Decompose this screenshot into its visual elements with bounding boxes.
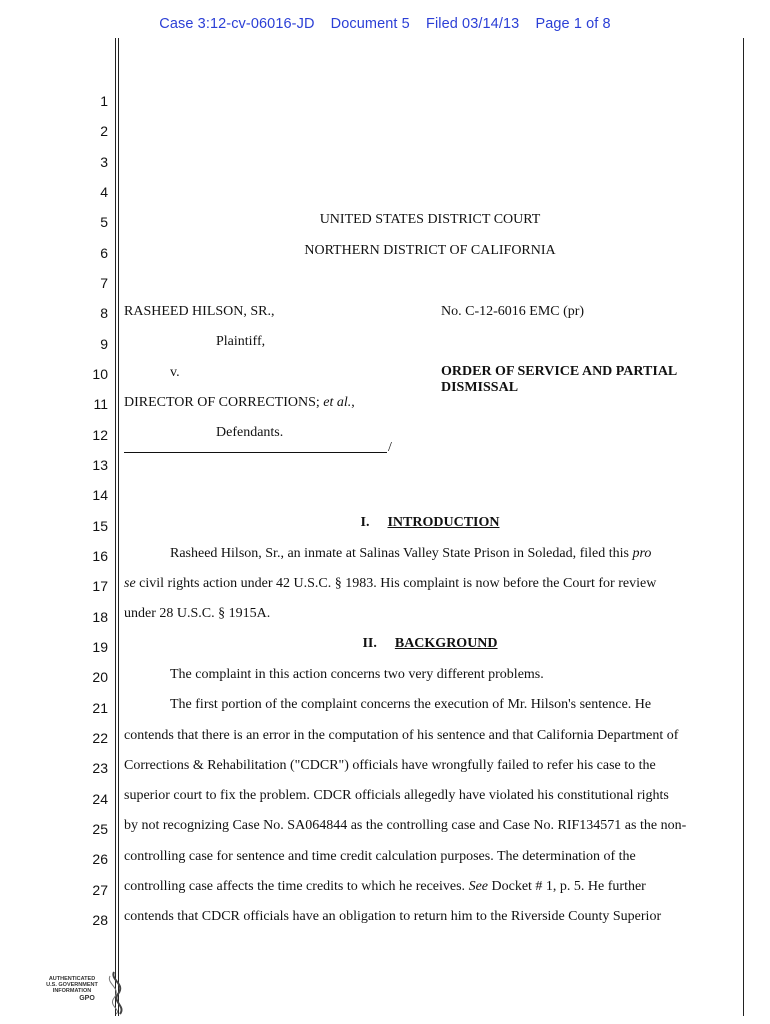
plaintiff-role: Plaintiff,: [216, 334, 266, 349]
caption-slash: /: [388, 440, 392, 455]
line-number: 1: [100, 93, 108, 109]
defendant-et-al: et al.: [323, 395, 352, 410]
intro-numeral: I.: [360, 515, 370, 530]
line-number: 11: [93, 396, 108, 413]
line-number: 16: [92, 548, 108, 564]
line-number: 18: [92, 608, 108, 625]
court-district: NORTHERN DISTRICT OF CALIFORNIA: [304, 243, 556, 258]
body-line-23: Corrections & Rehabilitation ("CDCR") officials have wrongfully failed to refer his case to the: [124, 758, 656, 773]
body-line-28: contends that CDCR officials have an obligation to return him to the Riverside County Superior: [124, 909, 662, 924]
left-margin-rule-inner: [118, 38, 119, 1016]
line-number: 27: [92, 881, 108, 898]
line-number: 22: [92, 729, 108, 746]
line-number: 9: [100, 335, 108, 352]
line-number: 26: [92, 851, 108, 868]
body-line-26: controlling case for sentence and time credit calculation purposes. The determination of the: [124, 849, 636, 864]
body-line-20: The complaint in this action concerns two very different problems.: [170, 667, 544, 682]
body-line-17-italic: se: [124, 576, 136, 591]
case-number: No. C-12-6016 EMC (pr): [441, 304, 585, 319]
line-number: 6: [100, 244, 108, 261]
line-number: 3: [100, 153, 108, 170]
seal-line-1: AUTHENTICATED: [48, 976, 96, 982]
body-line-27-text: controlling case affects the time credits to which he receives.: [124, 879, 469, 894]
body-line-16-text: Rasheed Hilson, Sr., an inmate at Salinas Valley State Prison in Soledad, filed this: [170, 546, 633, 561]
versus: v.: [170, 365, 180, 380]
body-line-21: The first portion of the complaint concerns the execution of Mr. Hilson's sentence. He: [170, 697, 652, 712]
section-heading-background: [124, 636, 736, 652]
header-document: Document 5: [330, 16, 410, 32]
defendant-comma: ,: [351, 395, 355, 410]
body-line-24: superior court to fix the problem. CDCR officials allegedly have violated his constitutional rights: [124, 788, 669, 803]
line-number: 25: [92, 820, 108, 837]
line-number: 15: [92, 517, 108, 534]
line-number: 13: [92, 457, 108, 473]
background-title: BACKGROUND: [394, 636, 498, 651]
body-line-27-rest: Docket # 1, p. 5. He further: [488, 879, 646, 894]
line-number: 19: [92, 638, 108, 655]
caption-underline: [124, 452, 387, 453]
header-filed-date: Filed 03/14/13: [425, 16, 520, 32]
body-line-27: [124, 879, 646, 895]
seal-line-4: GPO: [79, 995, 95, 1002]
intro-title: INTRODUCTION: [387, 515, 500, 530]
plaintiff-name: RASHEED HILSON, SR.,: [124, 304, 275, 319]
line-number: 14: [92, 487, 108, 504]
order-title-line-2: DISMISSAL: [441, 380, 519, 395]
body-line-18: under 28 U.S.C. § 1915A.: [124, 606, 271, 621]
court-name: UNITED STATES DISTRICT COURT: [319, 212, 541, 227]
ecf-header: [0, 16, 770, 32]
order-title-line-1: ORDER OF SERVICE AND PARTIAL: [441, 364, 678, 379]
line-number: 20: [92, 669, 108, 686]
line-number: 23: [92, 760, 108, 777]
line-number: 24: [92, 790, 108, 807]
background-numeral: II.: [362, 636, 377, 651]
body-line-17-text: civil rights action under 42 U.S.C. § 1983. His complaint is now before the Court for review: [135, 576, 657, 591]
seal-line-2: U.S. GOVERNMENT: [46, 982, 98, 988]
header-page: Page 1 of 8: [535, 16, 611, 32]
line-number: 17: [92, 578, 108, 595]
line-number: 21: [92, 699, 108, 716]
right-margin-rule: [743, 38, 744, 1016]
body-line-16-italic: pro: [632, 546, 652, 561]
section-heading-introduction: [124, 515, 736, 531]
body-line-17: [124, 576, 656, 592]
defendant-name: [124, 395, 355, 411]
defendant-role: Defendants.: [216, 425, 284, 440]
body-line-16: [170, 546, 651, 562]
body-line-22: contends that there is an error in the computation of his sentence and that California Department of: [124, 728, 679, 743]
line-number: 2: [100, 123, 108, 140]
header-case-number: Case 3:12-cv-06016-JD: [159, 16, 315, 32]
seal-line-3: INFORMATION: [52, 988, 92, 994]
line-number: 7: [100, 275, 108, 291]
line-number: 12: [92, 426, 108, 443]
line-number: 10: [92, 366, 108, 382]
body-line-25: by not recognizing Case No. SA064844 as the controlling case and Case No. RIF134571 as the non-: [124, 818, 687, 833]
left-margin-rule-outer: [115, 38, 116, 1016]
line-number: 28: [92, 911, 108, 928]
line-number: 4: [100, 184, 108, 200]
line-number: 5: [100, 214, 108, 231]
line-number: 8: [100, 305, 108, 322]
defendant-name-text: DIRECTOR OF CORRECTIONS;: [124, 395, 324, 410]
body-line-27-italic: See: [468, 879, 488, 894]
